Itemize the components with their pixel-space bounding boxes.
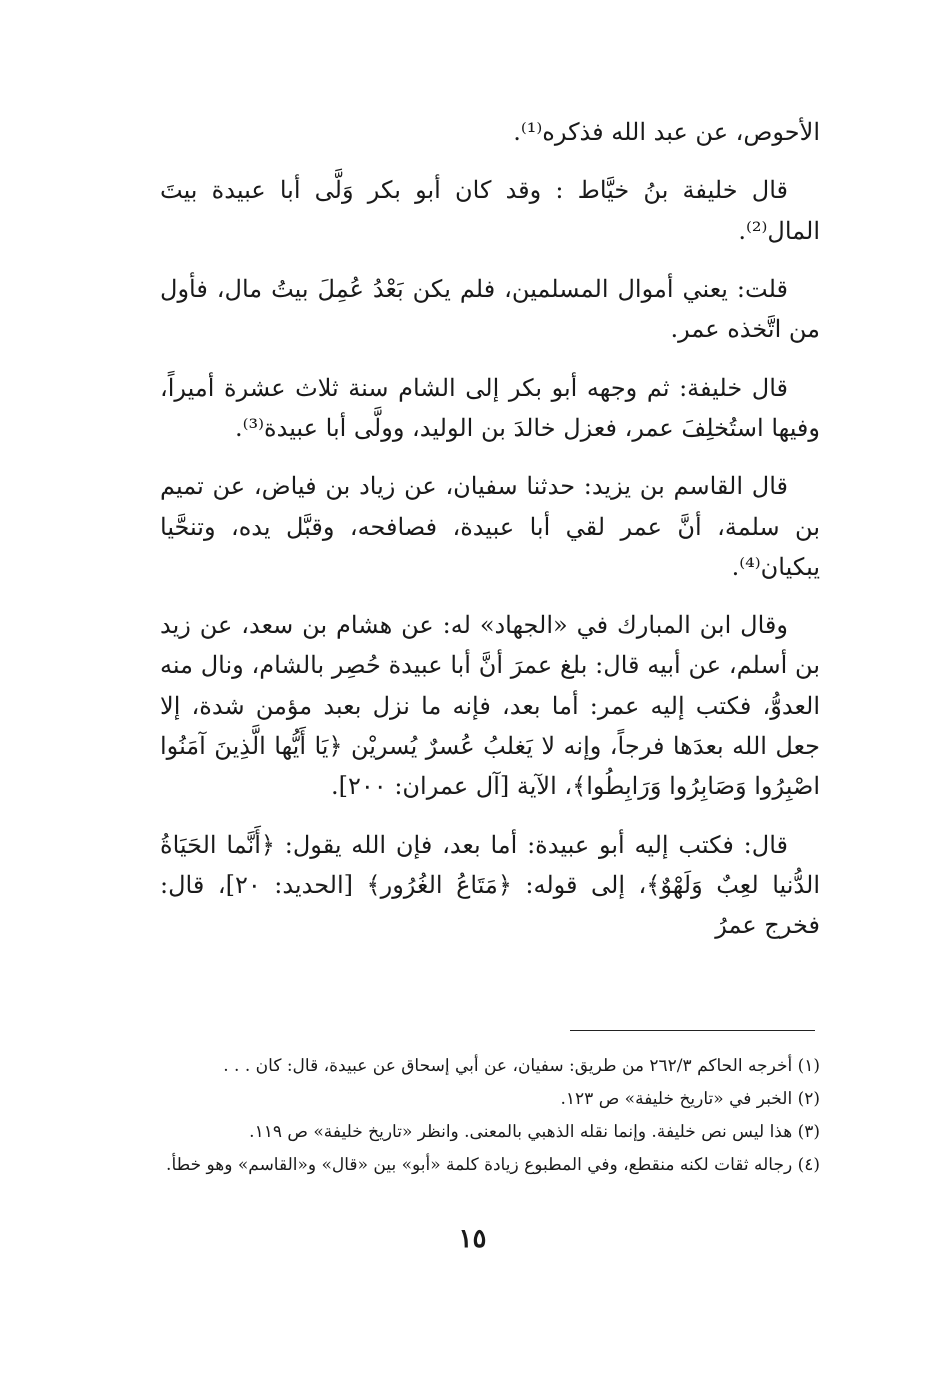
paragraph-5: قال القاسم بن يزيد: حدثنا سفيان، عن زياد بن فياض، عن تميم بن سلمة، أنَّ عمر لقي أبا عبيدة، فصافحه، وقبَّل يده، وتنحَّيا يبكيان⁽⁴⁾. [160, 472, 820, 581]
paragraph-6: وقال ابن المبارك في «الجهاد» له: عن هشام بن سعد، عن زيد بن أسلم، عن أبيه قال: بلغ عمرَ أنَّ أبا عبيدة حُصِر بالشام، ونال منه العدوُّ، فكتب إليه عمر: أما بعد، فإنه ما نزل بعبد مؤمن شدة، إلا جعل الله بعدَها فرجاً، وإنه لا يَغلبُ عُسرٌ يُسريْن ﴿يَا أَيُّها الَّذِينَ آمَنُوا اصْبِرُوا وَصَابِرُوا وَرَابِطُوا﴾، الآية [آل عمران: ٢٠٠]. [160, 611, 820, 801]
paragraph-7: قال: فكتب إليه أبو عبيدة: أما بعد، فإن الله يقول: ﴿أَنَّما الحَيَاةُ الدُّنيا لعِبٌ وَلَهْوٌ﴾، إلى قوله: ﴿مَتَاعُ الغُرُور﴾ [الحديد: ٢٠]، قال: فخرج عمرُ [160, 830, 821, 940]
main-text [160, 112, 820, 964]
paragraph-4: قال خليفة: ثم وجهه أبو بكر إلى الشام سنة ثلاث عشرة أميراً، وفيها استُخلِفَ عمر، فعزل خالدَ بن الوليد، وولَّى أبا عبيدة⁽³⁾. [160, 373, 820, 442]
page-number: ١٥ [458, 1224, 487, 1254]
paragraph-1: الأحوص، عن عبد الله فذكره⁽¹⁾. [513, 118, 820, 146]
footnote-2: (٢) الخبر في «تاريخ خليفة» ص ١٢٣. [560, 1089, 820, 1110]
footnote-1: (١) أخرجه الحاكم ٢٦٢/٣ من طريق: سفيان، عن أبي إسحاق عن عبيدة، قال: كان . . . [223, 1056, 820, 1076]
paragraph-2: قال خليفة بنُ خيَّاط : وقد كان أبو بكر وَلَّى أبا عبيدة بيتَ المال⁽²⁾. [160, 176, 820, 245]
footnotes [160, 1050, 820, 1183]
footnote-4: (٤) رجاله ثقات لكنه منقطع، وفي المطبوع زيادة كلمة «أبو» بين «قال» و«القاسم» وهو خطأ. [166, 1155, 820, 1176]
footnote-3: (٣) هذا ليس نص خليفة. وإنما نقله الذهبي بالمعنى. وانظر «تاريخ خليفة» ص ١١٩. [249, 1122, 820, 1143]
footnote-separator [570, 1030, 815, 1031]
paragraph-3: قلت: يعني أموال المسلمين، فلم يكن بَعْدُ عُمِلَ بيتُ مال، فأول من اتَّخذه عمر. [160, 274, 820, 344]
